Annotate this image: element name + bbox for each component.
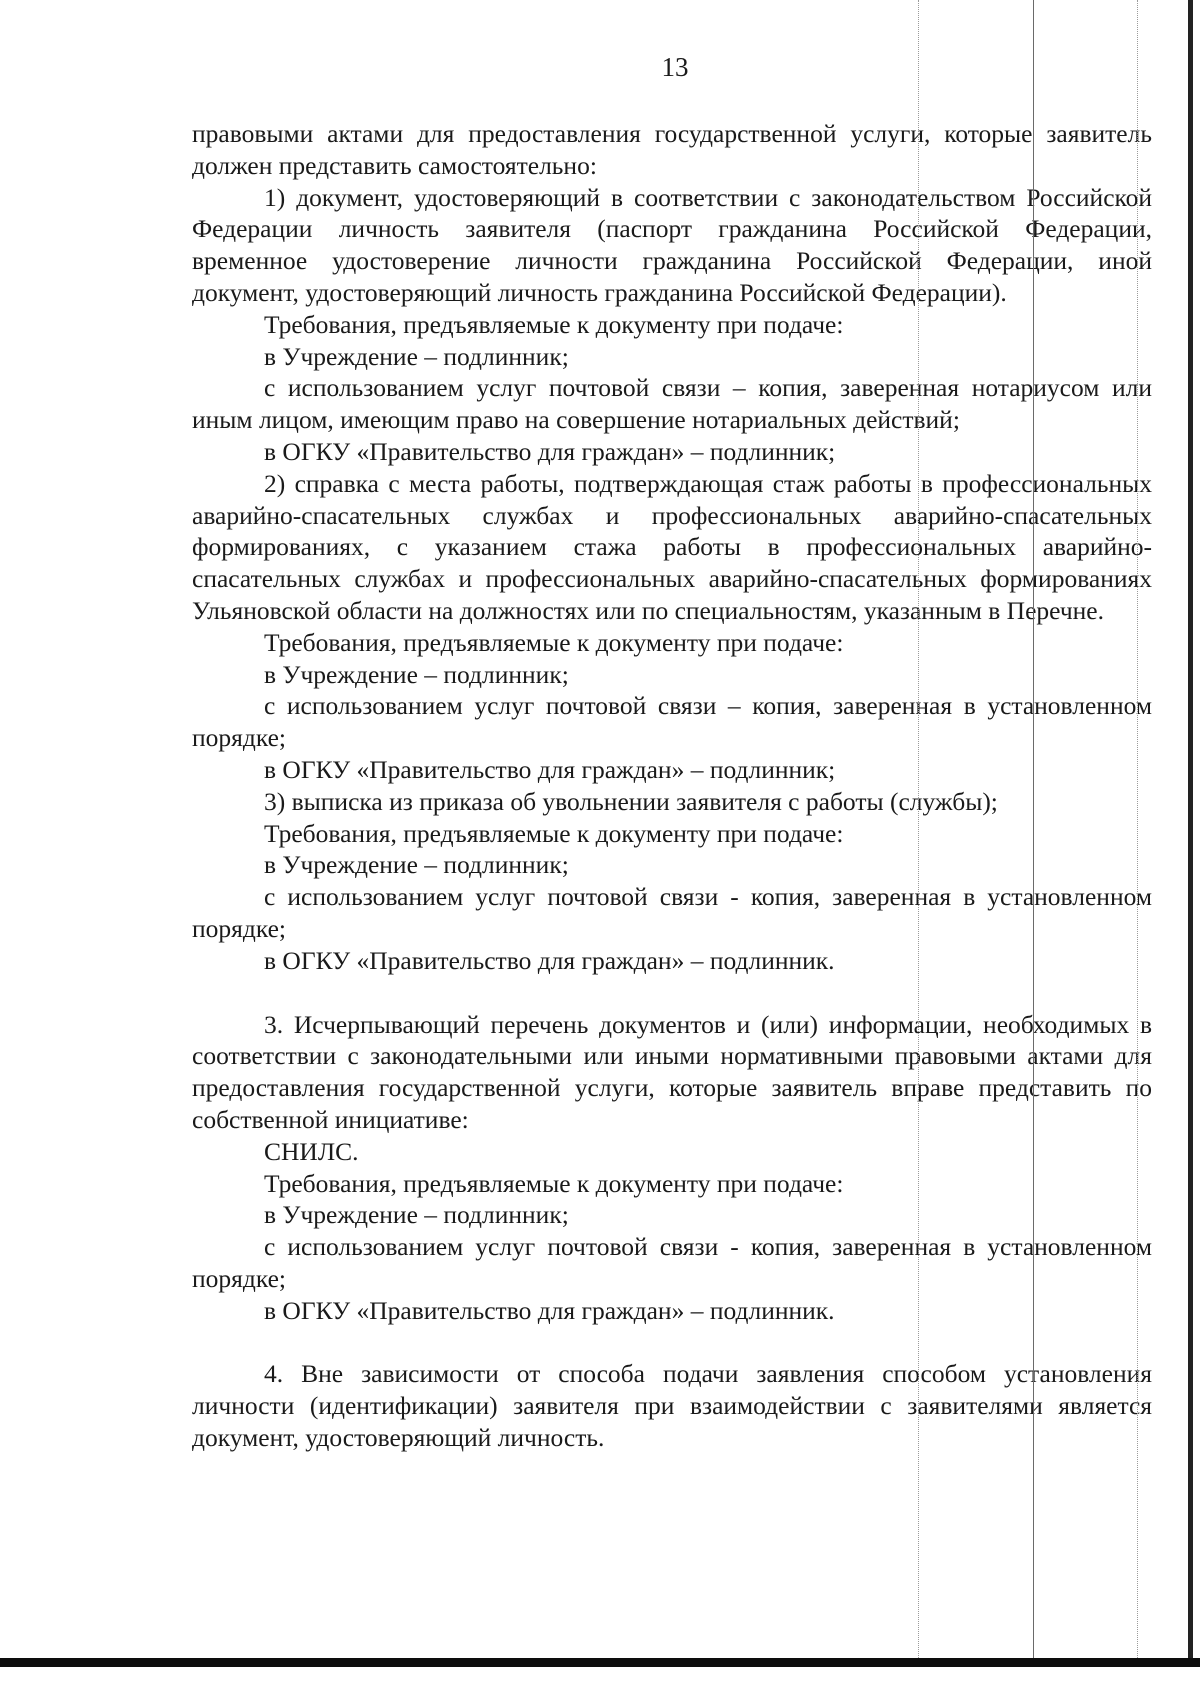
paragraph: СНИЛС. [264, 1136, 359, 1166]
scan-artifact-line [918, 0, 919, 1660]
paragraph: в ОГКУ «Правительство для граждан» – подлинник; [264, 754, 836, 784]
paragraph: 2) справка с места работы, подтверждающая стаж работы в профессиональных аварийно-спасательных службах и профессиональных аварийно-спасательных формированиях, с указанием стажа работы в профессиональных аварийно-спасательных службах и профессиональных аварийно-спасательных формированиях Ульяновской области на должностях или по специальностям, указанным в Перечне. [192, 468, 1152, 625]
paragraph: в ОГКУ «Правительство для граждан» – подлинник. [264, 945, 835, 975]
scan-edge-shadow [1188, 0, 1193, 1667]
paragraph: с использованием услуг почтовой связи - копия, заверенная в установленном порядке; [192, 1232, 1152, 1293]
paragraph: 4. Вне зависимости от способа подачи заявления способом установления личности (идентификации) заявителя при взаимодействии с заявителями является документ, удостоверяющий личность. [192, 1359, 1152, 1453]
scan-artifact-line [1033, 0, 1034, 1660]
paragraph: 1) документ, удостоверяющий в соответствии с законодательством Российской Федерации личность заявителя (паспорт гражданина Российской Федерации, временное удостоверение личности гражданина Российской Федерации, иной документ, удостоверяющий личность гражданина Российской Федерации). [192, 182, 1152, 307]
paragraph: в Учреждение – подлинник; [264, 659, 569, 689]
paragraph: с использованием услуг почтовой связи - копия, заверенная в установленном порядке; [192, 882, 1152, 943]
paragraph: Требования, предъявляемые к документу при подаче: [264, 309, 844, 339]
paragraph: с использованием услуг почтовой связи – копия, заверенная в установленном порядке; [192, 691, 1152, 753]
page-number: 13 [661, 52, 689, 82]
paragraph: в Учреждение – подлинник; [264, 1200, 569, 1230]
paragraph: в ОГКУ «Правительство для граждан» – подлинник. [264, 1295, 835, 1325]
paragraph: 3) выписка из приказа об увольнении заявителя с работы (службы); [264, 786, 998, 816]
paragraph: в Учреждение – подлинник; [264, 850, 569, 880]
paragraph: в ОГКУ «Правительство для граждан» – подлинник; [264, 436, 836, 466]
paragraph: с использованием услуг почтовой связи – копия, заверенная нотариусом или иным лицом, имеющим право на совершение нотариальных действий; [192, 373, 1152, 435]
paragraph: 3. Исчерпывающий перечень документов и (или) информации, необходимых в соответствии с законодательными или иными нормативными правовыми актами для предоставления государственной услуги, которые заявитель вправе представить по собственной инициативе: [192, 1009, 1152, 1134]
scan-artifact-line [1137, 0, 1138, 1660]
paragraph: правовыми актами для предоставления государственной услуги, которые заявитель должен представить самостоятельно: [192, 119, 1152, 180]
scan-edge-shadow [0, 1658, 1200, 1667]
paragraph: в Учреждение – подлинник; [264, 341, 569, 371]
paragraph: Требования, предъявляемые к документу при подаче: [264, 627, 844, 657]
document-body [192, 118, 1152, 1454]
paragraph: Требования, предъявляемые к документу при подаче: [264, 1168, 844, 1198]
paragraph: Требования, предъявляемые к документу при подаче: [264, 818, 844, 848]
